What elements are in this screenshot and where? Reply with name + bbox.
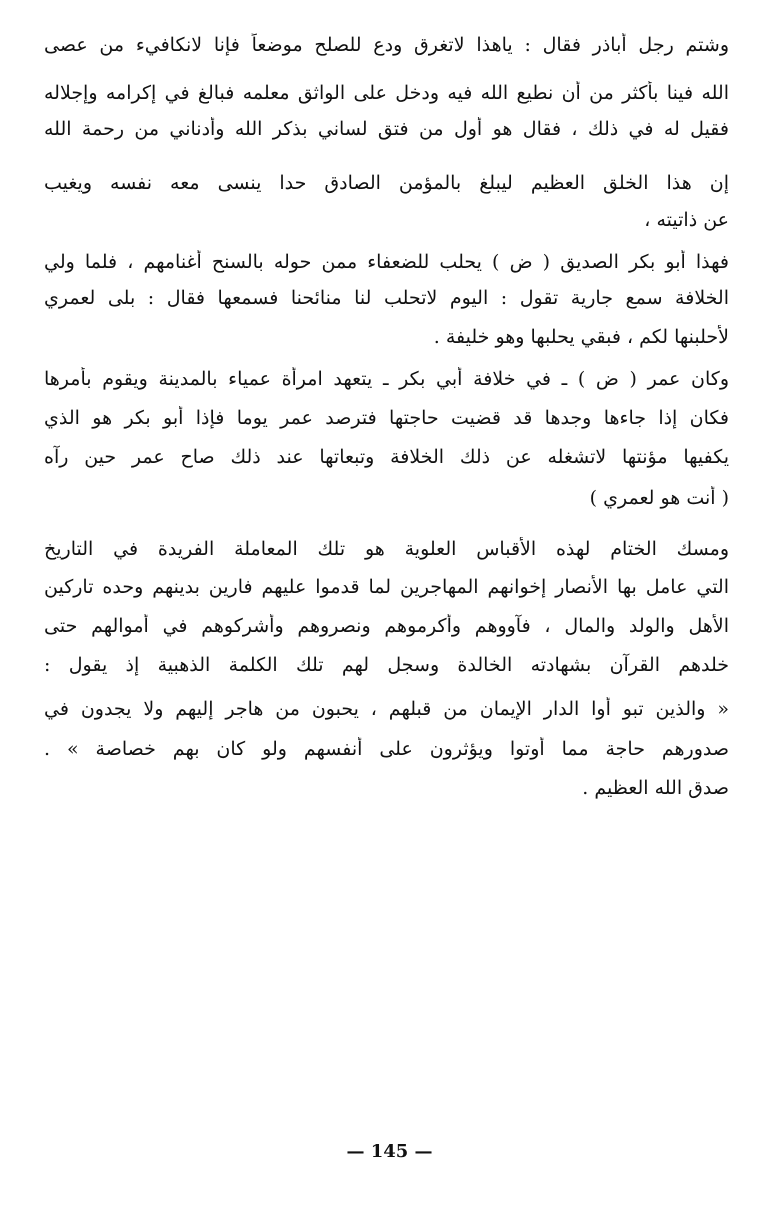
text-line: فقيل له في ذلك ، فقال هو أول من فتق لساني بذكر الله وأدناني من رحمة الله (44, 118, 729, 140)
text-line: لأحلبنها لكم ، فبقي يحلبها وهو خليفة . (433, 326, 729, 348)
quran-verse-line: صدورهم حاجة مما أوتوا ويؤثرون على أنفسهم ولو كان بهم خصاصة » . (44, 738, 729, 760)
text-line: الأهل والولد والمال ، فآووهم وأكرموهم ونصروهم وأشركوهم في أموالهم حتى (44, 615, 729, 637)
text-line: وكان عمر ( ض ) ـ في خلافة أبي بكر ـ يتعهد امرأة عمياء بالمدينة ويقوم بأمرها (44, 368, 729, 390)
text-line: ( أنت هو لعمري ) (589, 487, 729, 509)
quran-verse-line: « والذين تبو أوا الدار الإيمان من قبلهم ، يحبون من هاجر إليهم ولا يجدون في (44, 698, 729, 720)
text-line: فهذا أبو بكر الصديق ( ض ) يحلب للضعفاء ممن حوله بالسنح أغنامهم ، فلما ولي (44, 251, 729, 273)
page-number: — 145 — (346, 1141, 433, 1162)
text-line: إن هذا الخلق العظيم ليبلغ بالمؤمن الصادق حدا ينسى معه نفسه ويغيب (44, 172, 729, 194)
text-line: التي عامل بها الأنصار إخوانهم المهاجرين لما قدموا عليهم فارين بدينهم وحده تاركين (44, 576, 729, 598)
text-line: صدق الله العظيم . (582, 777, 729, 799)
text-line: عن ذاتيته ، (644, 209, 729, 231)
text-line: الله فينا بأكثر من أن نطيع الله فيه ودخل على الواثق معلمه فبالغ في إكرامه وإجلاله (44, 82, 729, 104)
text-line: ومسك الختام لهذه الأقباس العلوية هو تلك المعاملة الفريدة في التاريخ (44, 538, 729, 560)
text-line: وشتم رجل أباذر فقال : ياهذا لاتغرق ودع للصلح موضعاً فإنا لانكافيء من عصى (44, 34, 729, 56)
text-line: يكفيها مؤنتها لاتشغله عن ذلك الخلافة وتبعاتها عند ذلك صاح عمر حين رآه (44, 446, 729, 468)
text-line: فكان إذا جاءها وجدها قد قضيت حاجتها فترصد عمر يوما فإذا أبو بكر هو الذي (44, 407, 729, 429)
text-line: خلدهم القرآن بشهادته الخالدة وسجل لهم تلك الكلمة الذهبية إذ يقول : (44, 654, 729, 676)
text-line: الخلافة سمع جارية تقول : اليوم لاتحلب لنا منائحنا فسمعها فقال : بلى لعمري (44, 287, 729, 309)
